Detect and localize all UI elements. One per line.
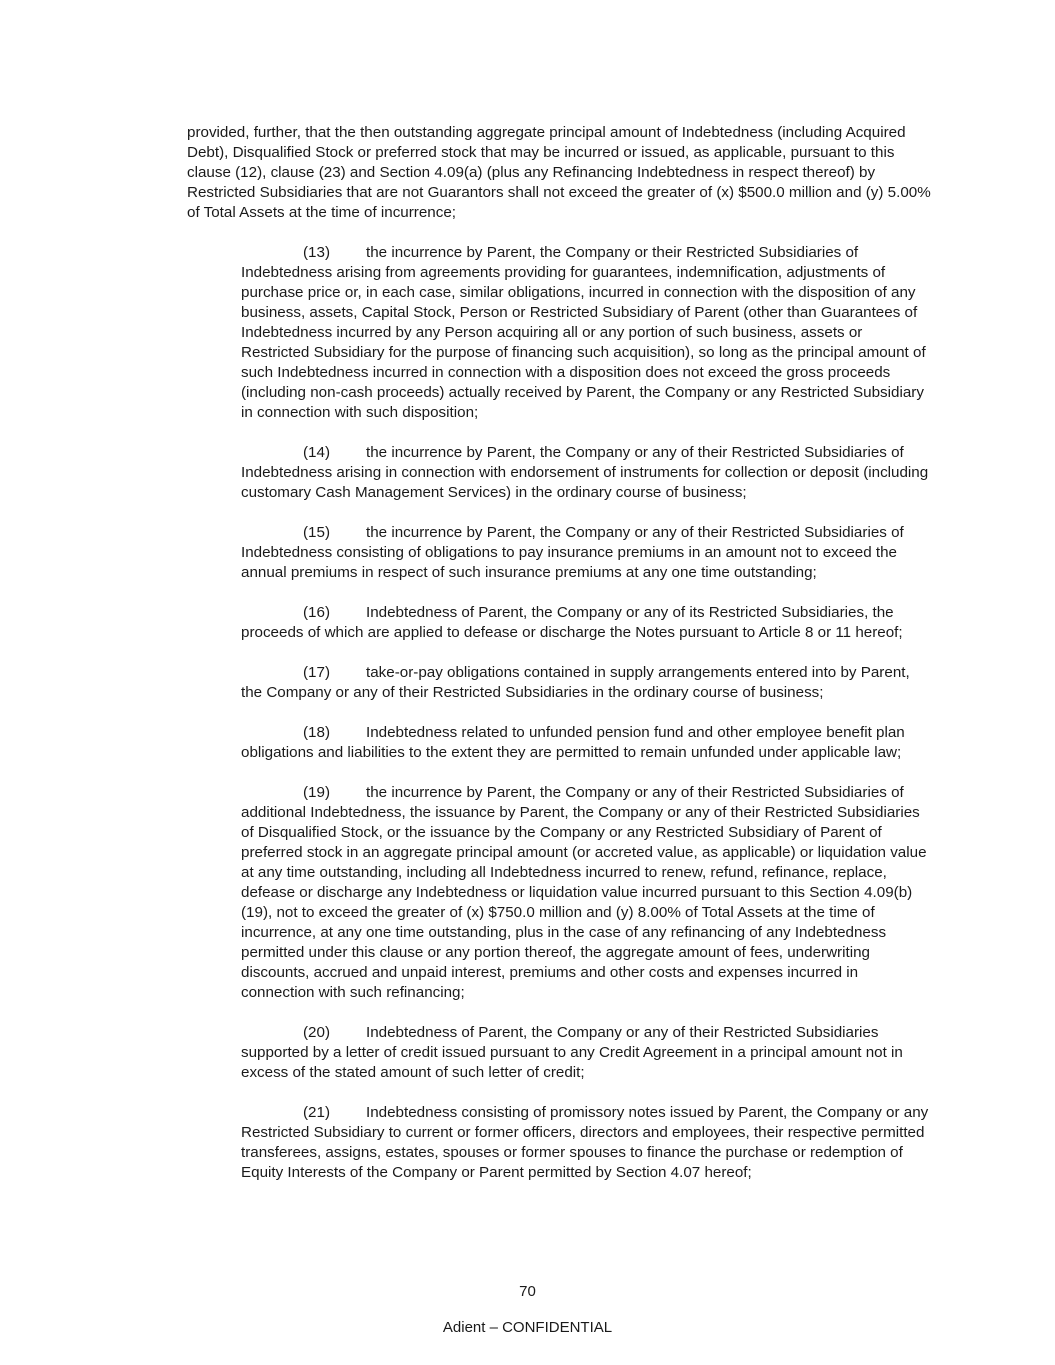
clause-20: [241, 1023, 931, 1083]
clause-number: (21): [303, 1104, 331, 1121]
clause-number: (18): [303, 724, 331, 741]
clause-text: the incurrence by Parent, the Company or any of their Restricted Subsidiaries of additional Indebtedness, the issuance by Parent, the Company or any of their Restricted Subsidiaries of Disqualified Stock, or the issuance by the Company or any Restricted Subsidiary of Parent of preferred stock in an aggregate principal amount (or accreted value, as applicable) or liquidation value at any time outstanding, including all Indebtedness incurred to renew, refund, refinance, replace, defease or discharge any Indebtedness or liquidation value incurred pursuant to this Section 4.09(b)(19), not to exceed the greater of (x) $750.0 million and (y) 8.00% of Total Assets at the time of incurrence, at any one time outstanding, plus in the case of any refinancing of any Indebtedness permitted under this clause or any portion thereof, the aggregate amount of fees, underwriting discounts, accrued and unpaid interest, premiums and other costs and expenses incurred in connection with such refinancing;: [241, 784, 927, 1001]
clause-number: (13): [303, 244, 331, 261]
clause-number: (19): [303, 784, 331, 801]
clause-number: (17): [303, 664, 331, 681]
page-number: 70: [519, 1283, 536, 1300]
clause-21: [241, 1103, 931, 1183]
clause-text: the incurrence by Parent, the Company or any of their Restricted Subsidiaries of Indebtedness consisting of obligations to pay insurance premiums in an amount not to exceed the annual premiums in respect of such insurance premiums at any one time outstanding;: [241, 524, 904, 581]
clause-text: take-or-pay obligations contained in supply arrangements entered into by Parent, the Company or any of their Restricted Subsidiaries in the ordinary course of business;: [241, 664, 910, 701]
intro-paragraph: provided, further, that the then outstanding aggregate principal amount of Indebtedness (including Acquired Debt), Disqualified Stock or preferred stock that may be incurred or issued, as applicable, pursuant to this clause (12), clause (23) and Section 4.09(a) (plus any Refinancing Indebtedness in respect thereof) by Restricted Subsidiaries that are not Guarantors shall not exceed the greater of (x) $500.0 million and (y) 5.00% of Total Assets at the time of incurrence;: [187, 124, 931, 221]
clause-text: Indebtedness related to unfunded pension fund and other employee benefit plan obligations and liabilities to the extent they are permitted to remain unfunded under applicable law;: [241, 724, 905, 761]
confidential-footer: Adient – CONFIDENTIAL: [442, 1319, 613, 1336]
clause-number: (20): [303, 1024, 331, 1041]
clause-number: (14): [303, 444, 331, 461]
clause-number: (16): [303, 604, 331, 621]
clause-18: [241, 723, 931, 763]
clause-14: [241, 443, 931, 503]
clause-text: the incurrence by Parent, the Company or their Restricted Subsidiaries of Indebtedness arising from agreements providing for guarantees, indemnification, adjustments of purchase price or, in each case, similar obligations, incurred in connection with the disposition of any business, assets, Capital Stock, Person or Restricted Subsidiary of Parent (other than Guarantees of Indebtedness incurred by any Person acquiring all or any portion of such business, assets or Restricted Subsidiary for the purpose of financing such acquisition), so long as the principal amount of such Indebtedness incurred in connection with a disposition does not exceed the gross proceeds (including non-cash proceeds) actually received by Parent, the Company or any Restricted Subsidiary in connection with such disposition;: [241, 244, 926, 421]
clause-text: Indebtedness of Parent, the Company or any of its Restricted Subsidiaries, the proceeds of which are applied to defease or discharge the Notes pursuant to Article 8 or 11 hereof;: [241, 604, 903, 641]
clause-text: Indebtedness consisting of promissory notes issued by Parent, the Company or any Restricted Subsidiary to current or former officers, directors and employees, their respective permitted transferees, assigns, estates, spouses or former spouses to finance the purchase or redemption of Equity Interests of the Company or Parent permitted by Section 4.07 hereof;: [241, 1104, 929, 1181]
clause-list: [241, 243, 931, 1203]
clause-15: [241, 523, 931, 583]
clause-text: Indebtedness of Parent, the Company or any of their Restricted Subsidiaries supported by a letter of credit issued pursuant to any Credit Agreement in a principal amount not in excess of the stated amount of such letter of credit;: [241, 1024, 903, 1081]
clause-13: [241, 243, 931, 423]
clause-number: (15): [303, 524, 331, 541]
clause-17: [241, 663, 931, 703]
clause-text: the incurrence by Parent, the Company or any of their Restricted Subsidiaries of Indebtedness arising in connection with endorsement of instruments for collection or deposit (including customary Cash Management Services) in the ordinary course of business;: [241, 444, 929, 501]
clause-19: [241, 783, 931, 1003]
clause-16: [241, 603, 931, 643]
